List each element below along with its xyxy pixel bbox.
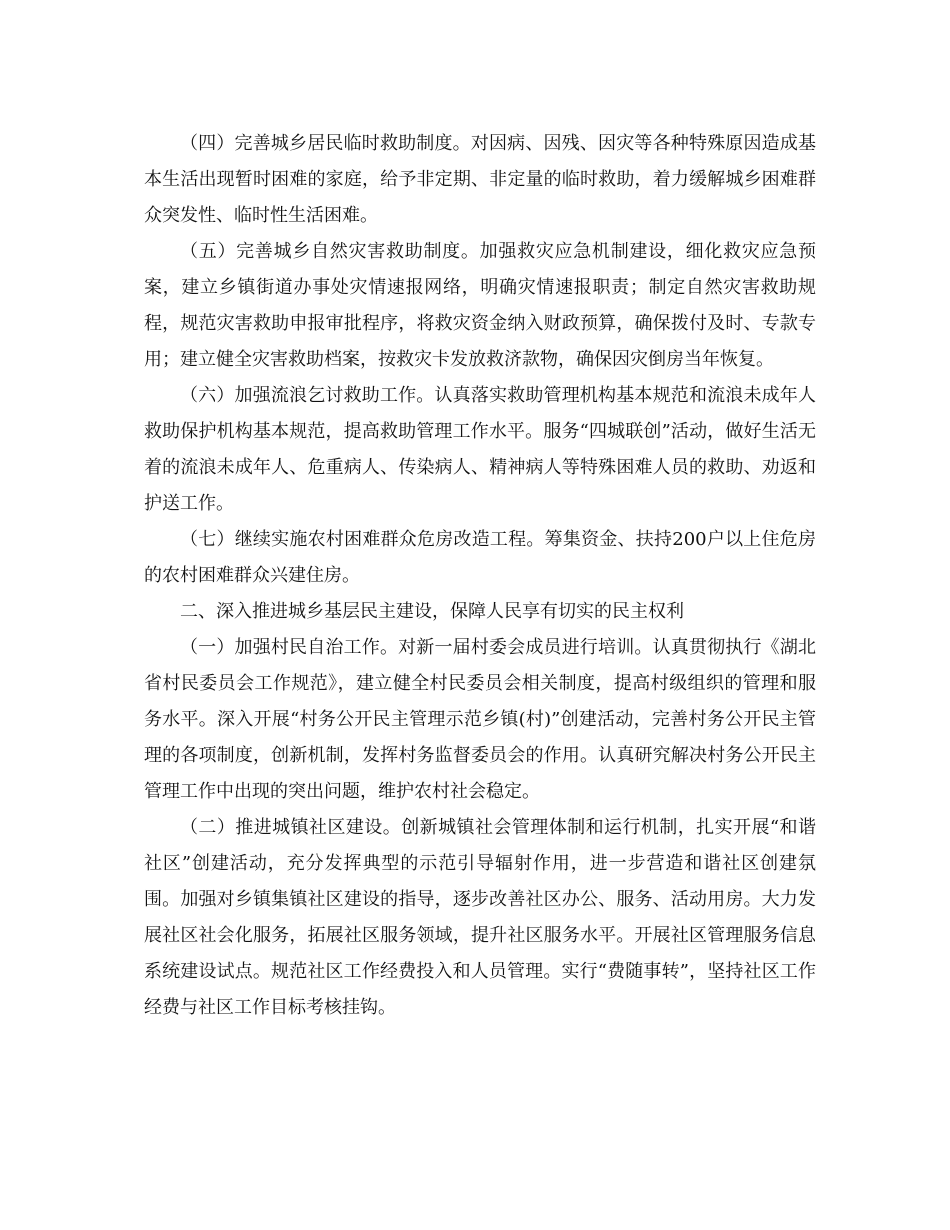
paragraph-disaster-relief: （五）完善城乡自然灾害救助制度。加强救灾应急机制建设，细化救灾应急预案，建立乡镇街道办事处灾情速报网络，明确灾情速报职责；制定自然灾害救助规程，规范灾害救助申报审批程序，将救灾资金纳入财政预算，确保拨付及时、专款专用；建立健全灾害救助档案，按救灾卡发放救济款物，确保因灾倒房当年恢复。 bbox=[144, 241, 816, 370]
paragraph-community-construction: （二）推进城镇社区建设。创新城镇社会管理体制和运行机制，扎实开展“和谐社区”创建活动，充分发挥典型的示范引导辐射作用，进一步营造和谐社区创建氛围。加强对乡镇集镇社区建设的指导，逐步改善社区办公、服务、活动用房。大力发展社区社会化服务，拓展社区服务领域，提升社区服务水平。开展社区管理服务信息系统建设试点。规范社区工作经费投入和人员管理。实行“费随事转”，坚持社区工作经费与社区工作目标考核挂钩。 bbox=[144, 817, 816, 1018]
document-body bbox=[144, 126, 816, 1026]
section-heading-grassroots-democracy: 二、深入推进城乡基层民主建设，保障人民享有切实的民主权利 bbox=[180, 601, 684, 622]
paragraph-temporary-relief: （四）完善城乡居民临时救助制度。对因病、因残、因灾等各种特殊原因造成基本生活出现暂时困难的家庭，给予非定期、非定量的临时救助，着力缓解城乡困难群众突发性、临时性生活困难。 bbox=[144, 133, 816, 226]
paragraph-housing-renovation: （七）继续实施农村困难群众危房改造工程。筹集资金、扶持200户以上住危房的农村困难群众兴建住房。 bbox=[144, 529, 816, 586]
paragraph-village-autonomy: （一）加强村民自治工作。对新一届村委会成员进行培训。认真贯彻执行《湖北省村民委员会工作规范》，建立健全村民委员会相关制度，提高村级组织的管理和服务水平。深入开展“村务公开民主管理示范乡镇(村)”创建活动，完善村务公开民主管理的各项制度，创新机制，发挥村务监督委员会的作用。认真研究解决村务公开民主管理工作中出现的突出问题，维护农村社会稳定。 bbox=[144, 637, 816, 802]
paragraph-vagrant-relief: （六）加强流浪乞讨救助工作。认真落实救助管理机构基本规范和流浪未成年人救助保护机构基本规范，提高救助管理工作水平。服务“四城联创”活动，做好生活无着的流浪未成年人、危重病人、传染病人、精神病人等特殊困难人员的救助、劝返和护送工作。 bbox=[144, 385, 816, 514]
